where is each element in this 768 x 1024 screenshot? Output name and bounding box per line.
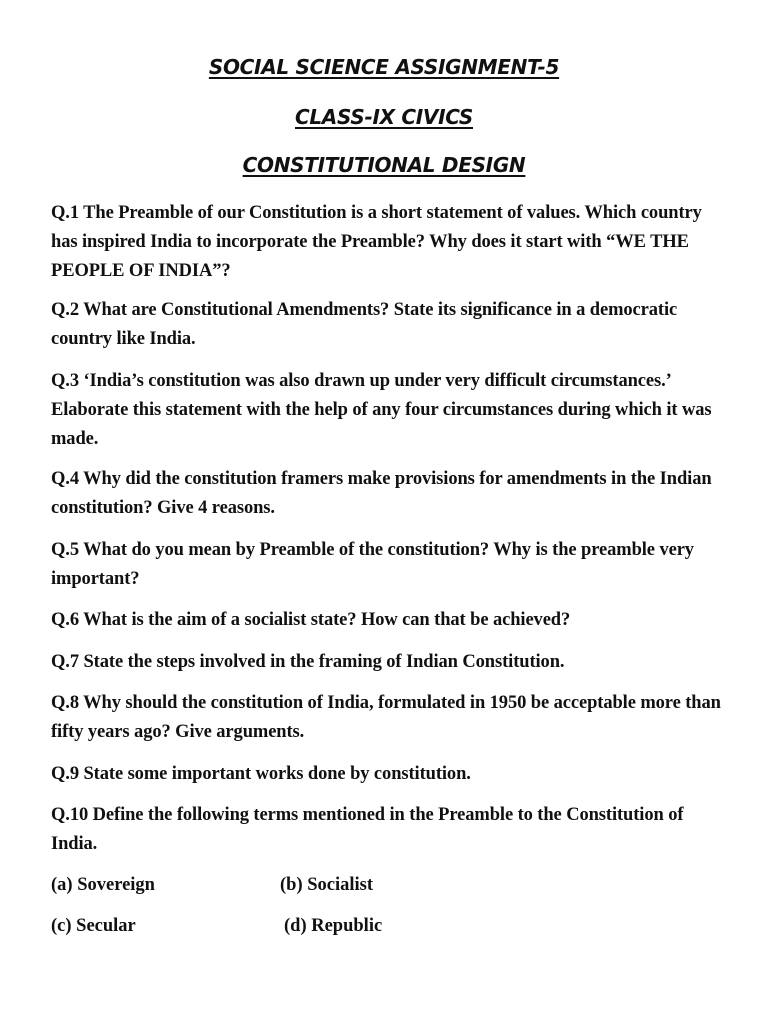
chapter-heading: CONSTITUTIONAL DESIGN — [242, 153, 526, 177]
question-4: Q.4 Why did the constitution framers make provisions for amendments in the Indian constitution? Give 4 reasons. — [51, 469, 712, 518]
assignment-title: SOCIAL SCIENCE ASSIGNMENT-5 — [208, 55, 560, 79]
term-sovereign: (a) Sovereign — [51, 875, 155, 895]
class-subject-heading: CLASS-IX CIVICS — [294, 105, 474, 129]
question-10: Q.10 Define the following terms mentioned in the Preamble to the Constitution of India. — [51, 805, 684, 854]
question-9: Q.9 State some important works done by constitution. — [51, 764, 471, 784]
term-secular: (c) Secular — [51, 916, 136, 936]
term-socialist: (b) Socialist — [280, 875, 374, 895]
question-2: Q.2 What are Constitutional Amendments? State its significance in a democratic country like India. — [51, 300, 678, 349]
question-6: Q.6 What is the aim of a socialist state? How can that be achieved? — [51, 610, 571, 630]
question-8: Q.8 Why should the constitution of India, formulated in 1950 be acceptable more than fifty years ago? Give arguments. — [51, 693, 721, 742]
question-1: Q.1 The Preamble of our Constitution is a short statement of values. Which country has inspired India to incorporate the Preamble? Why does it start with “WE THE PEOPLE OF INDIA”? — [51, 203, 702, 281]
question-7: Q.7 State the steps involved in the framing of Indian Constitution. — [51, 652, 565, 672]
question-3: Q.3 ‘India’s constitution was also drawn up under very difficult circumstances.’ Elaborate this statement with the help of any four circumstances during which it was made. — [51, 371, 712, 449]
question-5: Q.5 What do you mean by Preamble of the constitution? Why is the preamble very important? — [51, 540, 694, 589]
term-republic: (d) Republic — [284, 916, 383, 936]
